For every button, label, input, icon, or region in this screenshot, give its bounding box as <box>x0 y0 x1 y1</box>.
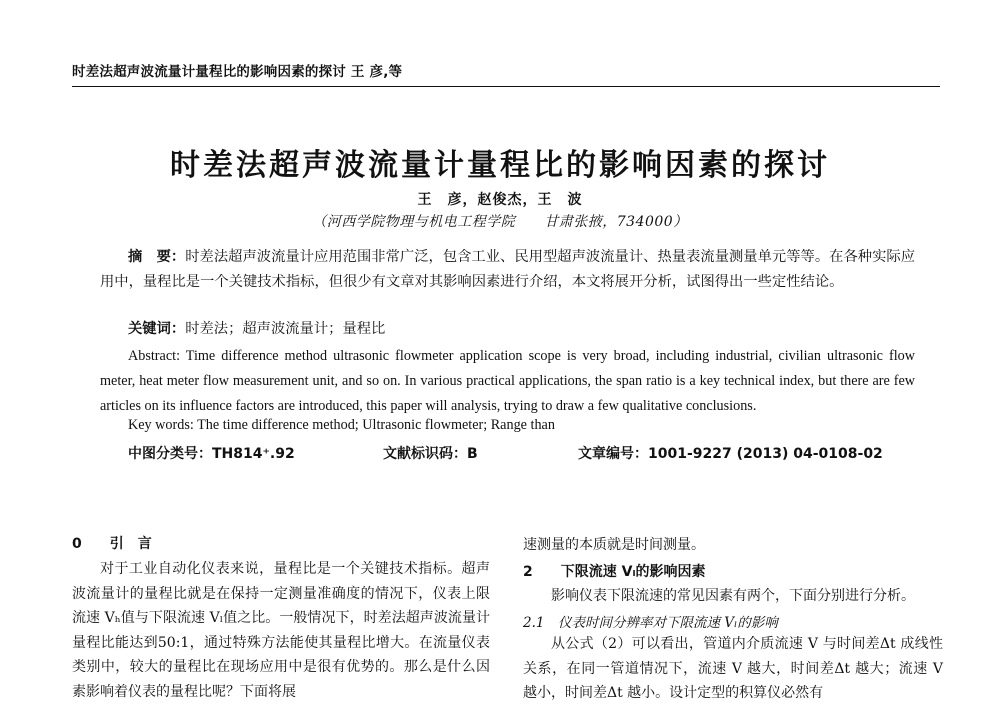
introduction-paragraph: 对于工业自动化仪表来说，量程比是一个关键技术指标。超声波流量计的量程比就是在保持一定测量准确度的情况下，仪表上限流速 Vₕ值与下限流速 Vₗ值之比。一般情况下，时差法超声波流量计量程比能达到50:1，通过特殊方法能使其量程比增大。在流量仪表类别中，较大的量程比在现场应用中是很有优势的。那么是什么因素影响着仪表的量程比呢？下面将展 <box>72 561 490 700</box>
subsection-paragraph: 从公式（2）可以看出，管道内介质流速 V 与时间差Δt 成线性关系，在同一管道情况下，流速 V 越大，时间差Δt 越大；流速 V 越小，时间差Δt 越小。设计定型的积算仪必然有 <box>523 636 943 701</box>
article-number: 文章编号：1001-9227 (2013) 04-0108-02 <box>578 446 883 462</box>
running-header: 时差法超声波流量计量程比的影响因素的探讨 王 彦,等 <box>72 64 403 80</box>
abstract-label: 摘 要： <box>128 249 186 265</box>
paper-title: 时差法超声波流量计量程比的影响因素的探讨 <box>170 148 830 183</box>
right-column-line: 速测量的本质就是时间测量。 <box>523 537 705 553</box>
keywords-text: 时差法；超声波流量计；量程比 <box>185 321 386 337</box>
section-intro: 影响仪表下限流速的常见因素有两个，下面分别进行分析。 <box>551 588 915 604</box>
section-heading-introduction: 0 引 言 <box>72 536 152 552</box>
clc-number: 中图分类号：TH814⁺.92 <box>128 446 295 462</box>
abstract-en: Abstract: Time difference method ultrasonic flowmeter application scope is very broad, including industrial, civilian ultrasonic flow meter, heat meter flow measurement unit, and so on. In various practical applications, the span ratio is a key technical index, but there are few articles on its influence factors are introduced, this paper will analysis, trying to draw a few qualitative conclusions. <box>100 348 915 414</box>
abstract-text: 时差法超声波流量计应用范围非常广泛，包含工业、民用型超声波流量计、热量表流量测量单元等等。在各种实际应用中，量程比是一个关键技术指标，但很少有文章对其影响因素进行介绍，本文将展开分析，试图得出一些定性结论。 <box>100 249 916 290</box>
authors: 王 彦，赵俊杰，王 波 <box>417 192 583 208</box>
keywords-en: Key words: The time difference method; Ultrasonic flowmeter; Range than <box>128 417 555 433</box>
document-code: 文献标识码：B <box>383 446 478 462</box>
section-heading-lower-limit: 2 下限流速 Vₗ的影响因素 <box>523 564 706 580</box>
keywords-label: 关键词： <box>128 321 186 337</box>
subsection-heading: 2.1 仪表时间分辨率对下限流速 Vₗ的影响 <box>523 615 778 631</box>
abstract-cn <box>100 245 915 295</box>
header-rule <box>72 86 940 87</box>
keywords-cn <box>128 318 385 338</box>
affiliation: （河西学院物理与机电工程学院 甘肃张掖，734000） <box>312 214 688 230</box>
